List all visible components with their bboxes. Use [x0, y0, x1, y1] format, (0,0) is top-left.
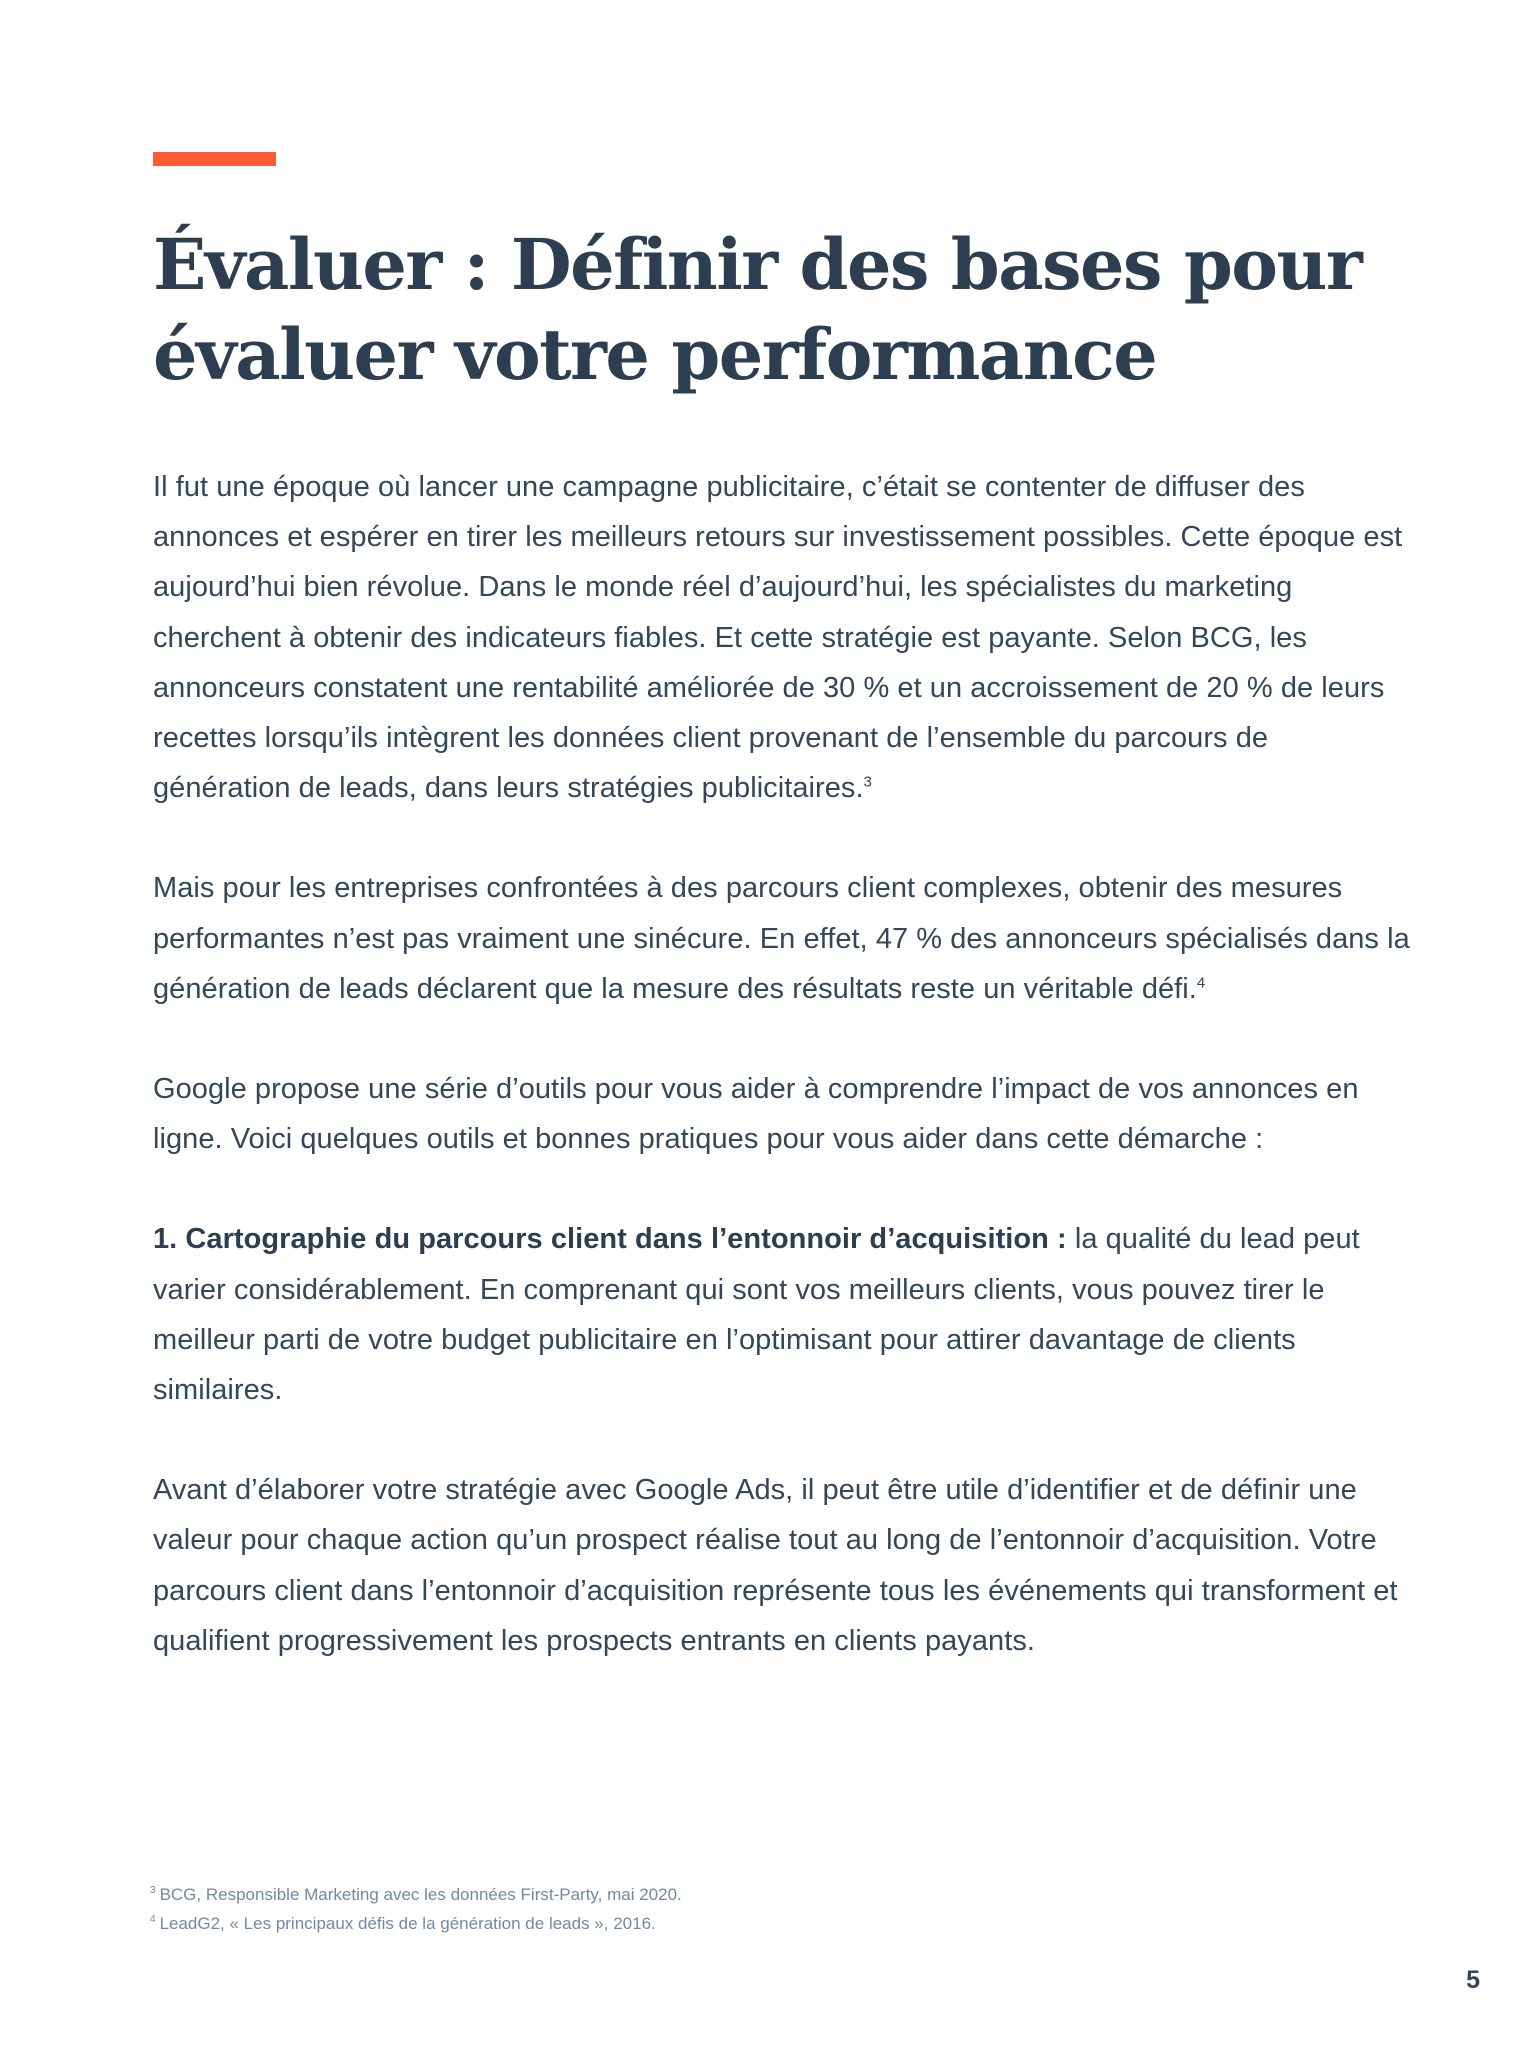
footnote-number: 3 — [150, 1885, 156, 1897]
footnote-text: BCG, Responsible Marketing avec les données First-Party, mai 2020. — [159, 1885, 682, 1904]
footnote-4 — [150, 1909, 1350, 1938]
paragraph-mapping-lead: 1. Cartographie du parcours client dans l’entonnoir d’acquisition : — [153, 1223, 1067, 1256]
body-text — [153, 462, 1413, 1716]
paragraph-mapping — [153, 1214, 1413, 1415]
paragraph-challenge — [153, 863, 1413, 1014]
paragraph-funnel — [153, 1465, 1413, 1666]
accent-bar — [153, 152, 276, 166]
footnotes — [150, 1880, 1350, 1938]
page-title: Évaluer : Définir des bases pour évaluer votre performance — [153, 223, 1362, 396]
paragraph-intro — [153, 462, 1413, 813]
paragraph-challenge-text: Mais pour les entreprises confrontées à des parcours client complexes, obtenir des mesures performantes n’est pas vraiment une sinécure. En effet, 47 % des annonceurs spécialisés dans la génération de leads déclarent que la mesure des résultats reste un véritable défi. — [153, 872, 1410, 1005]
footnote-3 — [150, 1880, 1350, 1909]
paragraph-tools-text: Google propose une série d’outils pour vous aider à comprendre l’impact de vos annonces en ligne. Voici quelques outils et bonnes pratiques pour vous aider dans cette démarche : — [153, 1073, 1359, 1156]
paragraph-funnel-text: Avant d’élaborer votre stratégie avec Google Ads, il peut être utile d’identifier et de définir une valeur pour chaque action qu’un prospect réalise tout au long de l’entonnoir d’acquisition. Votre parcours client dans l’entonnoir d’acquisition représente tous les événements qui transforment et qualifient progressivement les prospects entrants en clients payants. — [153, 1474, 1398, 1657]
page-number: 5 — [1466, 1966, 1480, 1994]
footnote-text: LeadG2, « Les principaux défis de la génération de leads », 2016. — [159, 1914, 656, 1933]
footnote-ref-3: 3 — [863, 773, 872, 791]
footnote-ref-4: 4 — [1196, 974, 1206, 992]
footnote-number: 4 — [150, 1914, 156, 1926]
paragraph-tools — [153, 1064, 1413, 1164]
paragraph-intro-text: Il fut une époque où lancer une campagne publicitaire, c’était se contenter de diffuser des annonces et espérer en tirer les meilleurs retours sur investissement possibles. Cette époque est aujourd’hui bien révolue. Dans le monde réel d’aujourd’hui, les spécialistes du marketing cherchent à obtenir des indicateurs fiables. Et cette stratégie est payante. Selon BCG, les annonceurs constatent une rentabilité améliorée de 30 % et un accroissement de 20 % de leurs recettes lorsqu’ils intègrent les données client provenant de l’ensemble du parcours de génération de leads, dans leurs stratégies publicitaires. — [153, 471, 1403, 805]
paragraph-mapping-text: la qualité du lead peut varier considérablement. En comprenant qui sont vos meilleurs clients, vous pouvez tirer le meilleur parti de votre budget publicitaire en l’optimisant pour attirer davantage de clients similaires. — [153, 1223, 1360, 1407]
